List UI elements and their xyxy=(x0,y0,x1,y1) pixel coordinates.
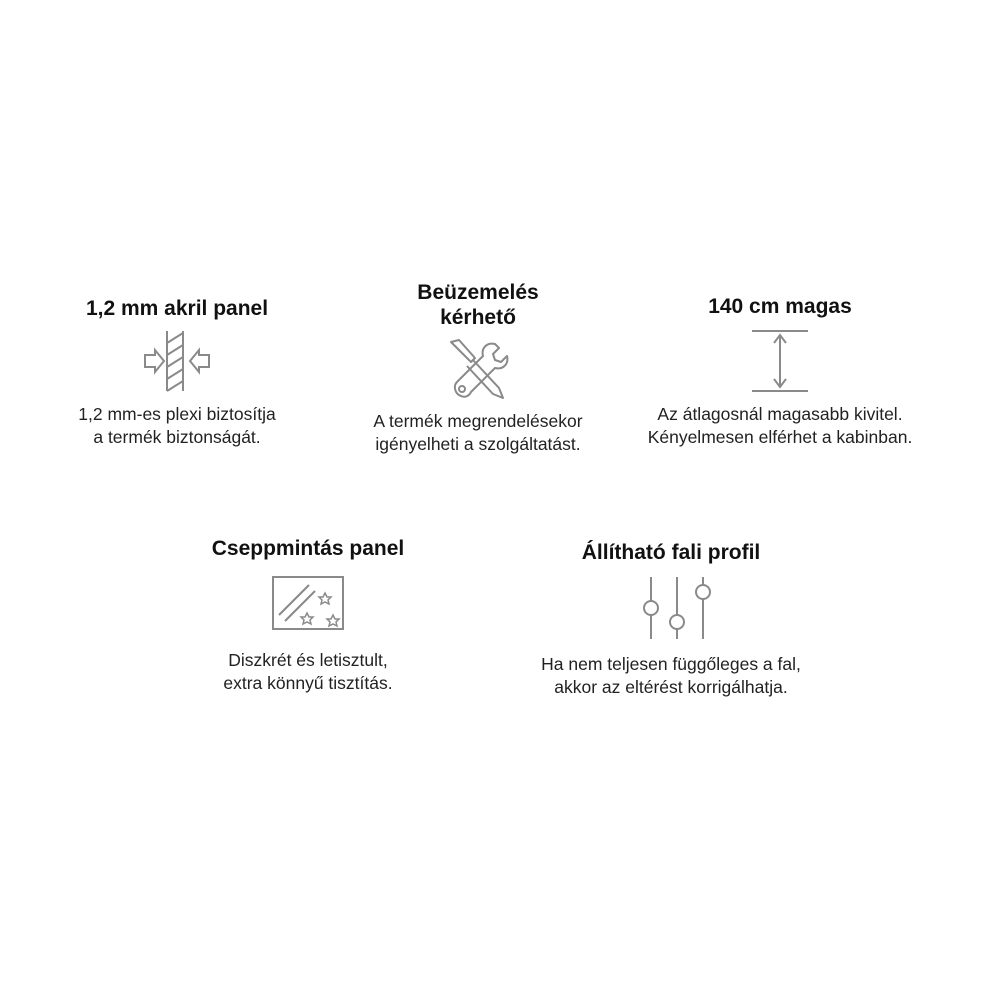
description-line: a termék biztonságát. xyxy=(93,427,261,447)
description-line: Ha nem teljesen függőleges a fal, xyxy=(541,654,801,674)
height-icon xyxy=(750,327,810,395)
feature-acrylic-panel xyxy=(27,296,327,449)
feature-description xyxy=(328,410,628,456)
description-line: 1,2 mm-es plexi biztosítja xyxy=(78,404,276,424)
feature-title: Cseppmintás panel xyxy=(211,537,405,560)
description-line: A termék megrendelésekor xyxy=(373,411,583,431)
description-line: Kényelmesen elférhet a kabinban. xyxy=(647,427,913,447)
feature-title: Állítható fali profil xyxy=(581,541,761,564)
feature-adjustable-profile xyxy=(521,540,821,699)
feature-title: 140 cm magas xyxy=(708,295,852,318)
feature-installation xyxy=(328,280,628,456)
feature-drop-pattern-panel xyxy=(158,536,458,695)
description-line: akkor az eltérést korrigálhatja. xyxy=(554,677,788,697)
feature-description xyxy=(630,403,930,449)
title-line: Beüzemelés xyxy=(417,281,539,304)
acrylic-panel-icon xyxy=(142,329,212,393)
feature-title xyxy=(328,280,628,330)
feature-title: 1,2 mm akril panel xyxy=(85,297,269,320)
description-line: igényelheti a szolgáltatást. xyxy=(375,434,581,454)
description-line: Az átlagosnál magasabb kivitel. xyxy=(657,404,903,424)
feature-description xyxy=(521,653,821,699)
tools-icon xyxy=(445,338,511,404)
description-line: extra könnyű tisztítás. xyxy=(223,673,393,693)
drop-pattern-panel-icon xyxy=(271,575,345,631)
feature-description xyxy=(27,403,327,449)
adjustable-profile-icon xyxy=(631,575,711,641)
feature-height xyxy=(630,294,930,449)
feature-description xyxy=(158,649,458,695)
description-line: Diszkrét és letisztult, xyxy=(228,650,388,670)
title-line: kérhető xyxy=(440,306,516,329)
